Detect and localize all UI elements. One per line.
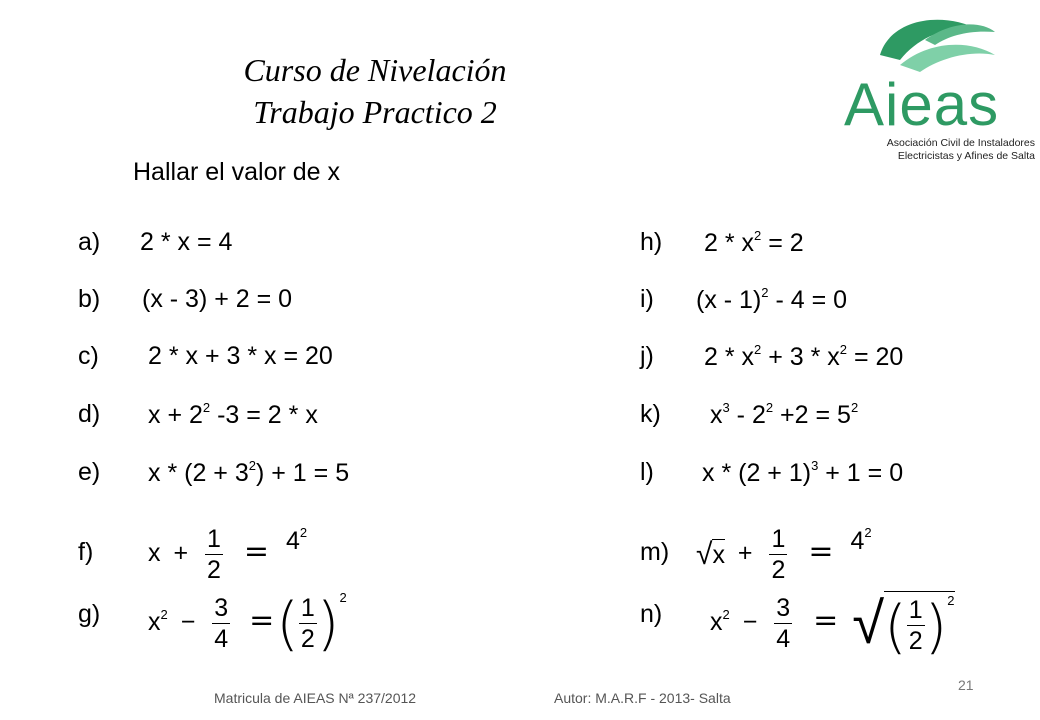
equation-part: x + 2 [148, 401, 203, 429]
exercise-equation: 2 * x = 4 [140, 228, 233, 256]
equation-part: 4 [850, 527, 865, 556]
operator: − [742, 608, 758, 637]
exercise-equation [710, 590, 955, 660]
exponent: 2 [754, 228, 762, 243]
exercise-equation [148, 589, 347, 658]
exercise-label: j) [640, 342, 654, 370]
equation-part: 2 * x [704, 229, 755, 257]
equation-part: + 3 * x [761, 343, 840, 371]
variable: x [710, 608, 723, 637]
variable: x [148, 539, 161, 568]
exercise-label: g) [78, 600, 101, 628]
aieas-logo [830, 10, 1035, 170]
exponent: 2 [839, 342, 848, 357]
logo-subtitle-line-1: Asociación Civil de Instaladores [886, 137, 1035, 149]
radical-icon: √ [696, 537, 713, 571]
equation-part: - 4 = 0 [768, 286, 848, 314]
equation-part: = 2 [761, 229, 804, 257]
title-line-1: Curso de Nivelación [243, 52, 507, 88]
exercise-equation [704, 228, 804, 258]
fraction [907, 595, 925, 656]
exponent: 3 [722, 400, 730, 415]
exercise-equation [702, 458, 903, 488]
numerator: 3 [776, 594, 791, 622]
numerator: 3 [214, 593, 229, 622]
title-line-2: Trabajo Practico 2 [253, 94, 497, 130]
exponent: 2 [339, 590, 347, 605]
exponent: 2 [754, 342, 762, 357]
fraction [774, 593, 792, 654]
logo-brand: Aieas [844, 71, 1000, 138]
numerator: 1 [207, 525, 221, 553]
fraction [769, 524, 787, 585]
exercise-label: k) [640, 400, 661, 428]
variable: x [712, 541, 725, 569]
exercise-label: c) [78, 342, 99, 370]
numerator: 1 [300, 593, 315, 622]
footer-author: Autor: M.A.R.F - 2013- Salta [554, 690, 731, 706]
logo-subtitle [840, 137, 1035, 163]
equals-sign: = [813, 603, 839, 639]
equation-part: 2 * x [704, 343, 755, 371]
footer-registration: Matricula de AIEAS Nª 237/2012 [214, 690, 417, 706]
equation-part: - 2 [729, 401, 766, 429]
right-paren: ) [924, 591, 948, 660]
square-root [696, 538, 725, 572]
variable: x [148, 608, 161, 636]
exercise-prompt: Hallar el valor de x [133, 158, 341, 186]
denominator: 2 [908, 627, 923, 656]
exercise-label: m) [640, 538, 670, 566]
operator: + [737, 539, 753, 568]
equation-part: ) + 1 = 5 [255, 459, 350, 487]
exponent: 2 [761, 285, 769, 300]
exercise-label: b) [78, 285, 101, 313]
exercise-label: h) [640, 228, 663, 256]
exercise-label: a) [78, 228, 101, 256]
operator: − [180, 608, 196, 636]
equals-sign: = [249, 603, 275, 638]
radicand [884, 591, 955, 660]
exponent: 2 [299, 525, 308, 541]
equation-part: x * (2 + 1) [702, 459, 812, 487]
denominator: 2 [771, 556, 786, 584]
equation-part: +2 = 5 [773, 401, 851, 429]
left-paren: ( [276, 589, 299, 658]
equals-sign: = [808, 534, 834, 570]
numerator: 1 [908, 596, 923, 625]
equation-part: + 1 = 0 [818, 459, 904, 487]
fraction [212, 593, 230, 654]
fraction [205, 524, 223, 585]
exercise-equation [148, 524, 307, 585]
exponent: 2 [722, 607, 730, 623]
equals-sign: = [243, 534, 270, 570]
equation-part: = 20 [847, 343, 904, 371]
square-root [852, 590, 955, 660]
equation-part: 4 [285, 527, 300, 556]
exponent: 2 [864, 525, 872, 541]
logo-subtitle-line-2: Electricistas y Afines de Salta [897, 150, 1035, 162]
exercise-label: e) [78, 458, 101, 486]
exponent: 2 [202, 400, 211, 415]
equation-part: x [710, 401, 723, 429]
left-paren: ( [884, 591, 907, 660]
denominator: 4 [776, 625, 791, 653]
right-paren: ) [316, 589, 340, 658]
exponent: 2 [160, 607, 168, 622]
equation-part: x * (2 + 3 [148, 459, 249, 487]
exponent: 2 [947, 592, 955, 608]
exponent: 2 [850, 400, 859, 415]
radical-icon: √ [852, 591, 885, 656]
denominator: 2 [300, 624, 315, 653]
page-number: 21 [958, 677, 974, 693]
exercise-equation [704, 342, 903, 372]
exercise-equation [696, 524, 872, 585]
operator: + [173, 539, 189, 568]
exercise-equation: 2 * x + 3 * x = 20 [148, 342, 333, 370]
exercise-equation [148, 400, 318, 430]
exponent: 3 [811, 458, 819, 473]
numerator: 1 [771, 525, 786, 553]
denominator: 4 [214, 624, 229, 653]
equation-part: (x - 1) [696, 286, 762, 314]
exercise-equation: (x - 3) + 2 = 0 [142, 285, 293, 313]
denominator: 2 [207, 556, 221, 584]
exponent: 2 [765, 400, 774, 415]
fraction [299, 593, 317, 654]
exercise-equation [148, 458, 349, 488]
exercise-equation [696, 285, 847, 315]
exercise-label: i) [640, 285, 654, 313]
exponent: 2 [248, 458, 256, 473]
exercise-label: n) [640, 600, 663, 628]
exercise-label: d) [78, 400, 101, 428]
equation-part: -3 = 2 * x [210, 401, 318, 429]
exercise-label: l) [640, 458, 654, 486]
exercise-equation [710, 400, 858, 430]
exercise-label: f) [78, 538, 94, 566]
